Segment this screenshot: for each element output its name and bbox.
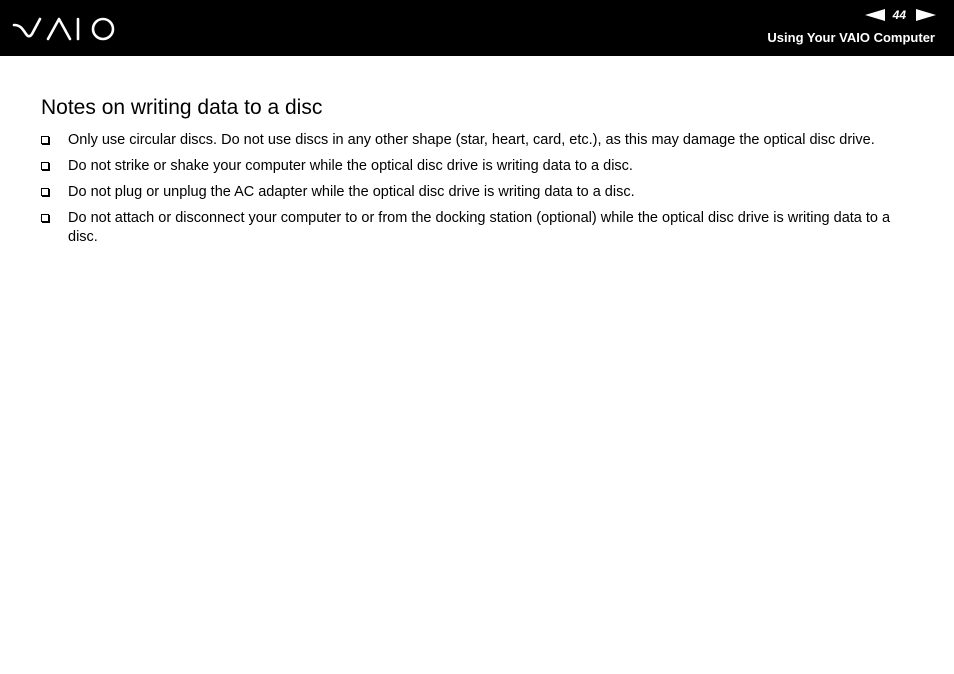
page-number: 44 — [892, 8, 906, 22]
square-bullet-icon — [41, 214, 49, 222]
list-item — [41, 183, 921, 202]
square-bullet-icon — [41, 162, 49, 170]
square-bullet-icon — [41, 188, 49, 196]
header-bar — [0, 0, 954, 56]
list-item-text: Only use circular discs. Do not use discs in any other shape (star, heart, card, etc.), as this may damage the optical disc drive. — [68, 132, 875, 148]
list-item — [41, 209, 921, 247]
list-item-text: Do not strike or shake your computer while the optical disc drive is writing data to a disc. — [68, 158, 633, 174]
square-bullet-icon — [41, 136, 49, 144]
list-item — [41, 157, 921, 176]
list-item-text: Do not attach or disconnect your computer to or from the docking station (optional) while the optical disc drive is writing data to a disc. — [68, 210, 891, 245]
list-item-text: Do not plug or unplug the AC adapter while the optical disc drive is writing data to a disc. — [68, 184, 635, 200]
triangle-right-icon[interactable] — [916, 9, 936, 21]
section-title: Using Your VAIO Computer — [767, 30, 935, 45]
page-heading: Notes on writing data to a disc — [41, 96, 323, 119]
triangle-left-icon[interactable] — [865, 9, 885, 21]
vaio-logo — [12, 16, 120, 42]
page-navigation — [865, 7, 936, 23]
list-item — [41, 131, 921, 150]
notes-list — [41, 131, 921, 247]
page-content — [41, 96, 921, 254]
